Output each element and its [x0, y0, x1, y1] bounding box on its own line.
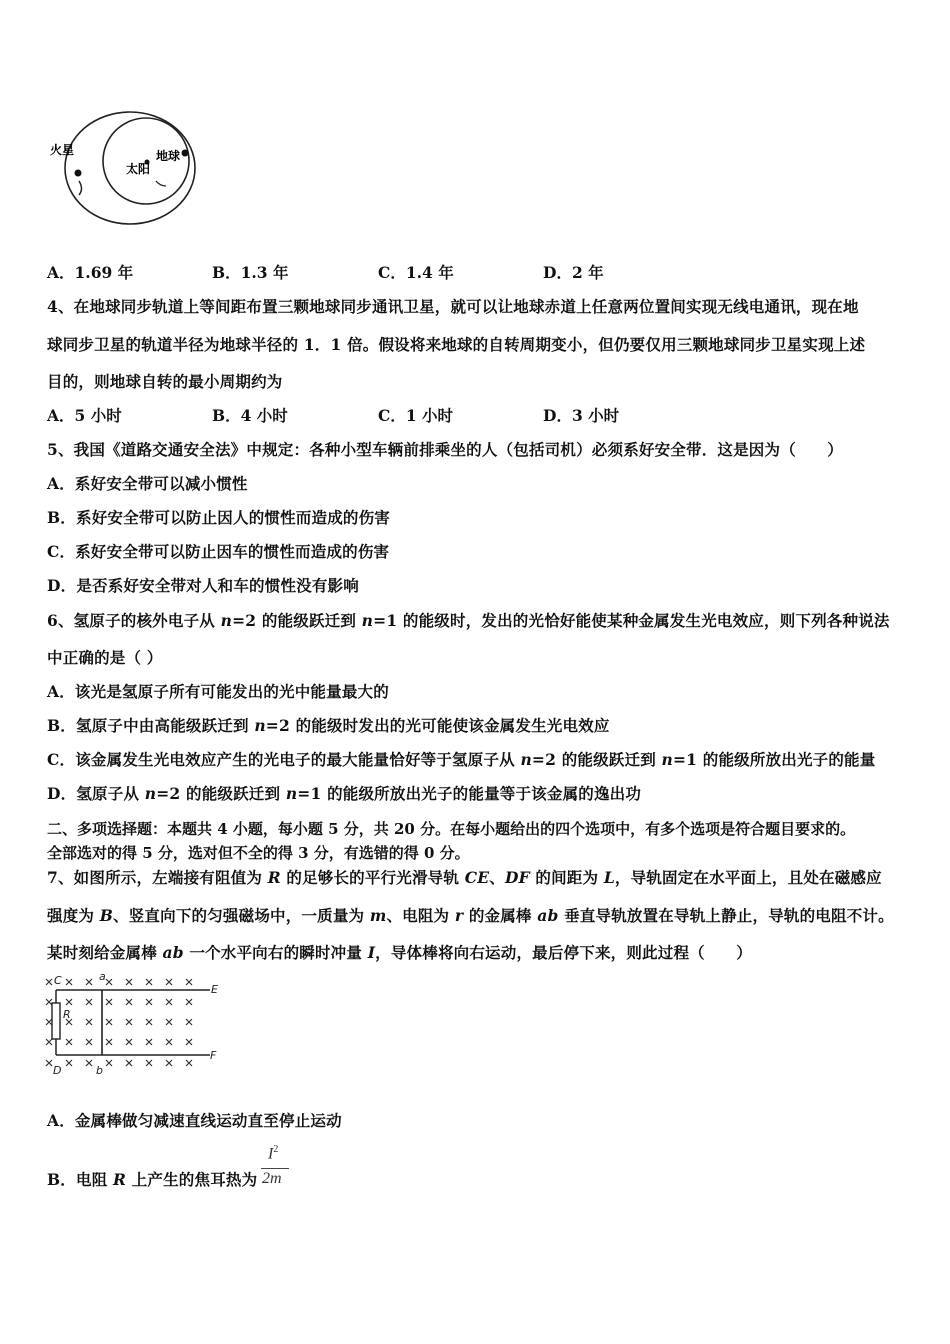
q4-option-d[interactable]: D．3 小时 [543, 406, 620, 425]
q3-option-d[interactable]: D．2 年 [543, 263, 604, 282]
joule-heat-fraction [259, 1144, 291, 1192]
frac-denominator: 2m [262, 1170, 282, 1187]
section2-line2: 全部选对的得 5 分，选对但不全的得 3 分，有选错的得 0 分。 [47, 844, 470, 862]
q6-option-c[interactable]: C．该金属发生光电效应产生的光电子的最大能量恰好等于氢原子从 n=2 的能级跃迁到 n=1 的能级所放出光子的能量 [47, 750, 876, 769]
q4-option-c[interactable]: C．1 小时 [378, 406, 454, 425]
q5-option-b[interactable]: B．系好安全带可以防止因人的惯性而造成的伤害 [47, 508, 391, 527]
q4-stem-line1: 4、在地球同步轨道上等间距布置三颗地球同步通讯卫星，就可以让地球赤道上任意两位置间实现无线电通讯，现在地 [47, 297, 859, 316]
field-cross [146, 1019, 152, 1025]
q7-stem-line2: 强度为 B、竖直向下的匀强磁场中，一质量为 m、电阻为 r 的金属棒 ab 垂直导轨放置在导轨上静止，导轨的电阻不计。 [47, 906, 894, 925]
field-cross [146, 1060, 152, 1066]
field-cross [186, 1039, 192, 1045]
q6-option-b[interactable]: B．氢原子中由高能级跃迁到 n=2 的能级时发出的光可能使该金属发生光电效应 [47, 716, 610, 735]
arrow-earth [156, 181, 166, 186]
q5-option-a[interactable]: A．系好安全带可以减小惯性 [47, 474, 248, 493]
q7-option-b[interactable]: B．电阻 R 上产生的焦耳热为 [47, 1170, 258, 1189]
field-cross [46, 1019, 52, 1025]
q4-option-b[interactable]: B．4 小时 [212, 406, 288, 425]
field-cross [126, 1060, 132, 1066]
field-cross [66, 1060, 72, 1066]
q5-option-c[interactable]: C．系好安全带可以防止因车的惯性而造成的伤害 [47, 542, 390, 561]
field-cross [86, 1060, 92, 1066]
label-f: F [210, 1049, 217, 1062]
field-cross [106, 1060, 112, 1066]
field-cross [166, 1039, 172, 1045]
field-cross [66, 999, 72, 1005]
field-cross [126, 979, 132, 985]
label-b: b [96, 1064, 103, 1077]
field-cross [146, 979, 152, 985]
q6-option-a[interactable]: A．该光是氢原子所有可能发出的光中能量最大的 [47, 682, 389, 701]
field-cross [166, 979, 172, 985]
field-cross [166, 1019, 172, 1025]
field-cross [106, 979, 112, 985]
field-cross [66, 1039, 72, 1045]
frac-numerator: I [268, 1145, 274, 1163]
field-cross [186, 979, 192, 985]
field-cross [106, 999, 112, 1005]
orbit-diagram [46, 108, 206, 233]
arrow-mars [79, 181, 82, 195]
field-cross [86, 1019, 92, 1025]
field-cross [126, 1019, 132, 1025]
q4-stem-line2: 球同步卫星的轨道半径为地球半径的 1．1 倍。假设将来地球的自转周期变小，但仍要仅用三颗地球同步卫星实现上述 [47, 335, 866, 354]
q6-option-d[interactable]: D．氢原子从 n=2 的能级跃迁到 n=1 的能级所放出光子的能量等于该金属的逸出功 [47, 784, 642, 803]
field-cross [186, 1019, 192, 1025]
field-cross [186, 1060, 192, 1066]
label-sun: 太阳 [126, 162, 151, 176]
field-cross [46, 999, 52, 1005]
label-mars: 火星 [50, 143, 75, 157]
earth-dot [182, 150, 189, 157]
fraction-bar [261, 1168, 289, 1169]
section2-line1: 二、多项选择题：本题共 4 小题，每小题 5 分，共 20 分。在每小题给出的四个选项中，有多个选项是符合题目要求的。 [47, 820, 856, 838]
q7-stem-line1: 7、如图所示，左端接有阻值为 R 的足够长的平行光滑导轨 CE、DF 的间距为 L，导轨固定在水平面上，且处在磁感应 [47, 868, 882, 887]
rail-diagram [40, 968, 230, 1080]
field-cross [166, 1060, 172, 1066]
resistor-r [52, 1003, 60, 1039]
q3-option-b[interactable]: B．1.3 年 [212, 263, 289, 282]
field-cross [46, 1060, 52, 1066]
label-a: a [99, 970, 106, 983]
q3-option-c[interactable]: C．1.4 年 [378, 263, 454, 282]
q4-option-a[interactable]: A．5 小时 [47, 406, 122, 425]
field-cross [126, 999, 132, 1005]
field-cross [126, 1039, 132, 1045]
q4-stem-line3: 目的，则地球自转的最小周期约为 [47, 372, 283, 391]
field-cross [86, 999, 92, 1005]
q6-stem-line1: 6、氢原子的核外电子从 n=2 的能级跃迁到 n=1 的能级时，发出的光恰好能使某种金属发生光电效应，则下列各种说法 [47, 611, 890, 630]
label-e: E [211, 983, 218, 996]
label-d: D [53, 1064, 62, 1077]
field-cross [46, 979, 52, 985]
mars-dot [75, 170, 82, 177]
field-cross [106, 1039, 112, 1045]
q7-stem-line3: 某时刻给金属棒 ab 一个水平向右的瞬时冲量 I，导体棒将向右运动，最后停下来，则此过程（ ） [47, 943, 752, 962]
field-cross [46, 1039, 52, 1045]
field-cross [86, 1039, 92, 1045]
label-r: R [63, 1008, 71, 1021]
frac-exponent: 2 [273, 1144, 279, 1155]
label-earth: 地球 [156, 149, 181, 163]
q3-option-a[interactable]: A．1.69 年 [47, 263, 134, 282]
label-c: C [54, 974, 62, 987]
field-cross [106, 1019, 112, 1025]
q6-stem-line2: 中正确的是（ ） [47, 648, 163, 667]
field-cross [166, 999, 172, 1005]
field-cross [146, 1039, 152, 1045]
field-cross [86, 979, 92, 985]
q7-option-a[interactable]: A．金属棒做匀减速直线运动直至停止运动 [47, 1111, 342, 1130]
q5-option-d[interactable]: D．是否系好安全带对人和车的惯性没有影响 [47, 576, 359, 595]
magnetic-field-crosses [46, 979, 192, 1066]
field-cross [66, 979, 72, 985]
q5-stem: 5、我国《道路交通安全法》中规定：各种小型车辆前排乘坐的人（包括司机）必须系好安全带．这是因为（ ） [47, 440, 843, 459]
field-cross [146, 999, 152, 1005]
field-cross [186, 999, 192, 1005]
